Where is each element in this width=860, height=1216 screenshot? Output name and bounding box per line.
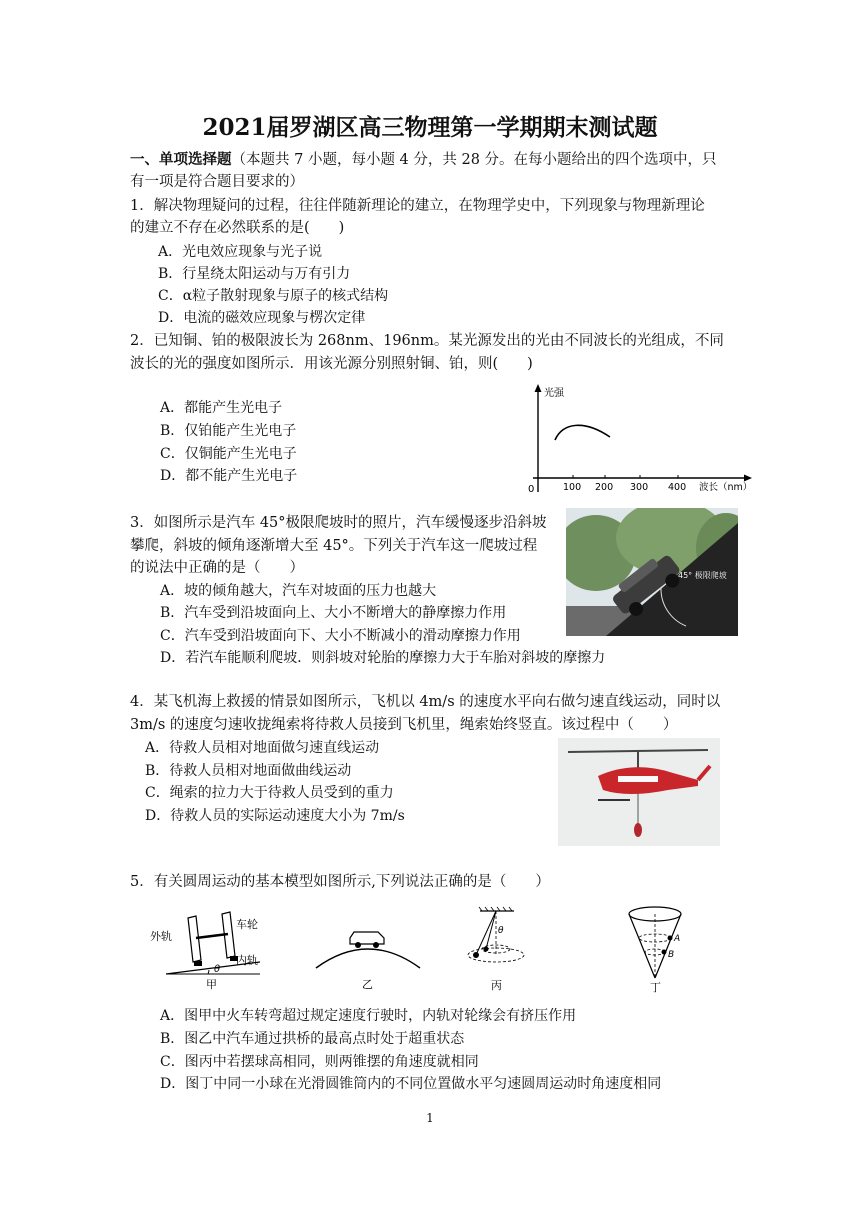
q4-stem-line1: 4．某飞机海上救援的情景如图所示，飞机以 4m/s 的速度水平向右做匀速直线运动，同时以 — [130, 694, 721, 710]
photo-rescued-person — [634, 823, 642, 837]
yi-car-body — [350, 932, 384, 944]
label-theta-jia: θ — [214, 964, 221, 975]
ding-ball-b — [662, 950, 667, 955]
q3-option-b: B．汽车受到沿坡面向上、大小不断增大的静摩擦力作用 — [160, 605, 507, 621]
label-outer-rail: 外轨 — [150, 930, 172, 943]
label-point-a: A — [674, 934, 681, 944]
q1-option-c: C．α粒子散射现象与原子的核式结构 — [158, 288, 389, 304]
jia-outer-rail — [194, 961, 202, 966]
label-theta-bing: θ — [498, 926, 504, 936]
bing-ball-1 — [473, 952, 479, 958]
figure-yi-arch-bridge — [312, 920, 424, 992]
q1-stem-line1: 1．解决物理疑问的过程，往往伴随新理论的建立，在物理学史中，下列现象与物理新理论 — [130, 198, 705, 214]
light-intensity-graph — [525, 380, 755, 505]
q2-stem-line1: 2．已知铜、铂的极限波长为 268nm、196nm。某光源发出的光由不同波长的光组成，不同 — [130, 333, 724, 349]
q2-stem-line2: 波长的光的强度如图所示．用该光源分别照射铜、铂，则( ) — [130, 356, 533, 372]
q5-option-a: A．图甲中火车转弯超过规定速度行驶时，内轨对轮缘会有挤压作用 — [160, 1008, 577, 1024]
photo-fuselage-stripe — [618, 776, 658, 782]
q1-stem-line2: 的建立不存在必然联系的是( ) — [130, 220, 345, 236]
q1-option-d: D．电流的磁效应现象与楞次定律 — [158, 310, 366, 326]
yi-bridge-arch — [316, 949, 420, 968]
label-inner-rail: 内轨 — [236, 954, 258, 967]
jia-outer-wheel — [188, 916, 201, 962]
photo-sign-text: 45° 极限爬坡 — [678, 571, 727, 580]
q4-stem-line2: 3m/s 的速度匀速收拢绳索将待救人员接到飞机里，绳索始终竖直。该过程中（ ） — [130, 717, 678, 733]
q4-option-d: D．待救人员的实际运动速度大小为 7m/s — [145, 808, 405, 824]
jia-angle-arc — [208, 970, 209, 974]
figure-bing-conical-pendulum — [456, 905, 536, 993]
ding-cone-left — [629, 914, 655, 978]
q3-option-c: C．汽车受到沿坡面向下、大小不断减小的滑动摩擦力作用 — [160, 628, 521, 644]
q2-option-a: A．都能产生光电子 — [160, 400, 283, 416]
x-tick-label-200: 200 — [595, 482, 614, 493]
x-axis-label: 波长（nm） — [699, 482, 753, 493]
y-axis-arrow — [535, 384, 542, 392]
bing-ball-2 — [484, 947, 489, 952]
q3-option-d: D．若汽车能顺利爬坡．则斜坡对轮胎的摩擦力大于车胎对斜坡的摩擦力 — [160, 650, 606, 666]
label-jia: 甲 — [206, 978, 217, 991]
ding-cone-right — [655, 914, 681, 978]
x-tick-label-300: 300 — [630, 482, 649, 493]
label-bing: 丙 — [491, 979, 502, 992]
origin-label: 0 — [528, 484, 535, 495]
q3-stem-line1: 3．如图所示是汽车 45°极限爬坡时的照片，汽车缓慢逐步沿斜坡 — [130, 515, 547, 531]
ding-ball-a — [668, 936, 673, 941]
q5-option-c: C．图丙中若摆球高相同，则两锥摆的角速度就相同 — [160, 1054, 479, 1070]
q3-stem-line2: 攀爬，斜坡的倾角逐渐增大至 45°。下列关于汽车这一爬坡过程 — [130, 538, 538, 554]
y-axis-label: 光强 — [544, 388, 564, 399]
intensity-curve — [555, 425, 610, 440]
hill-climb-photo — [566, 508, 738, 636]
x-axis-arrow — [744, 475, 752, 482]
page-number: 1 — [426, 1111, 434, 1125]
q3-stem-line3: 的说法中正确的是（ ） — [130, 560, 304, 576]
section-intro-line1 — [130, 150, 717, 170]
q5-option-d: D．图丁中同一小球在光滑圆锥筒内的不同位置做水平匀速圆周运动时角速度相同 — [160, 1076, 662, 1092]
q2-option-c: C．仅铜能产生光电子 — [160, 446, 297, 462]
figure-jia-train-curve — [148, 908, 268, 993]
q4-option-a: A．待救人员相对地面做匀速直线运动 — [145, 740, 380, 756]
label-yi: 乙 — [362, 978, 373, 991]
q2-option-d: D．都不能产生光电子 — [160, 468, 298, 484]
page-title: 2021届罗湖区高三物理第一学期期末测试题 — [202, 114, 658, 141]
yi-car-wheel-rear — [355, 942, 361, 948]
q4-option-c: C．绳索的拉力大于待救人员受到的重力 — [145, 785, 394, 801]
jia-axle — [196, 934, 228, 938]
yi-car-wheel-front — [373, 942, 379, 948]
q1-option-b: B．行星绕太阳运动与万有引力 — [158, 266, 351, 282]
label-point-b: B — [668, 950, 675, 960]
q5-stem: 5．有关圆周运动的基本模型如图所示,下列说法正确的是（ ） — [130, 874, 550, 890]
section-desc-2: 有一项是符合题目要求的） — [130, 174, 304, 190]
figure-ding-cone — [615, 902, 695, 994]
q2-option-b: B．仅铂能产生光电子 — [160, 423, 297, 439]
x-tick-label-100: 100 — [563, 482, 582, 493]
q3-option-a: A．坡的倾角越大，汽车对坡面的压力也越大 — [160, 583, 437, 599]
section-desc-1: （本题共 7 小题，每小题 4 分，共 28 分。在每小题给出的四个选项中，只 — [231, 152, 717, 168]
section-heading: 一、单项选择题 — [130, 151, 232, 168]
q4-option-b: B．待救人员相对地面做曲线运动 — [145, 763, 352, 779]
label-wheel: 车轮 — [236, 918, 258, 931]
q1-option-a: A．光电效应现象与光子说 — [158, 244, 323, 260]
helicopter-rescue-photo — [558, 738, 720, 846]
q5-option-b: B．图乙中汽车通过拱桥的最高点时处于超重状态 — [160, 1031, 465, 1047]
x-tick-label-400: 400 — [668, 482, 687, 493]
label-ding: 丁 — [650, 981, 661, 994]
